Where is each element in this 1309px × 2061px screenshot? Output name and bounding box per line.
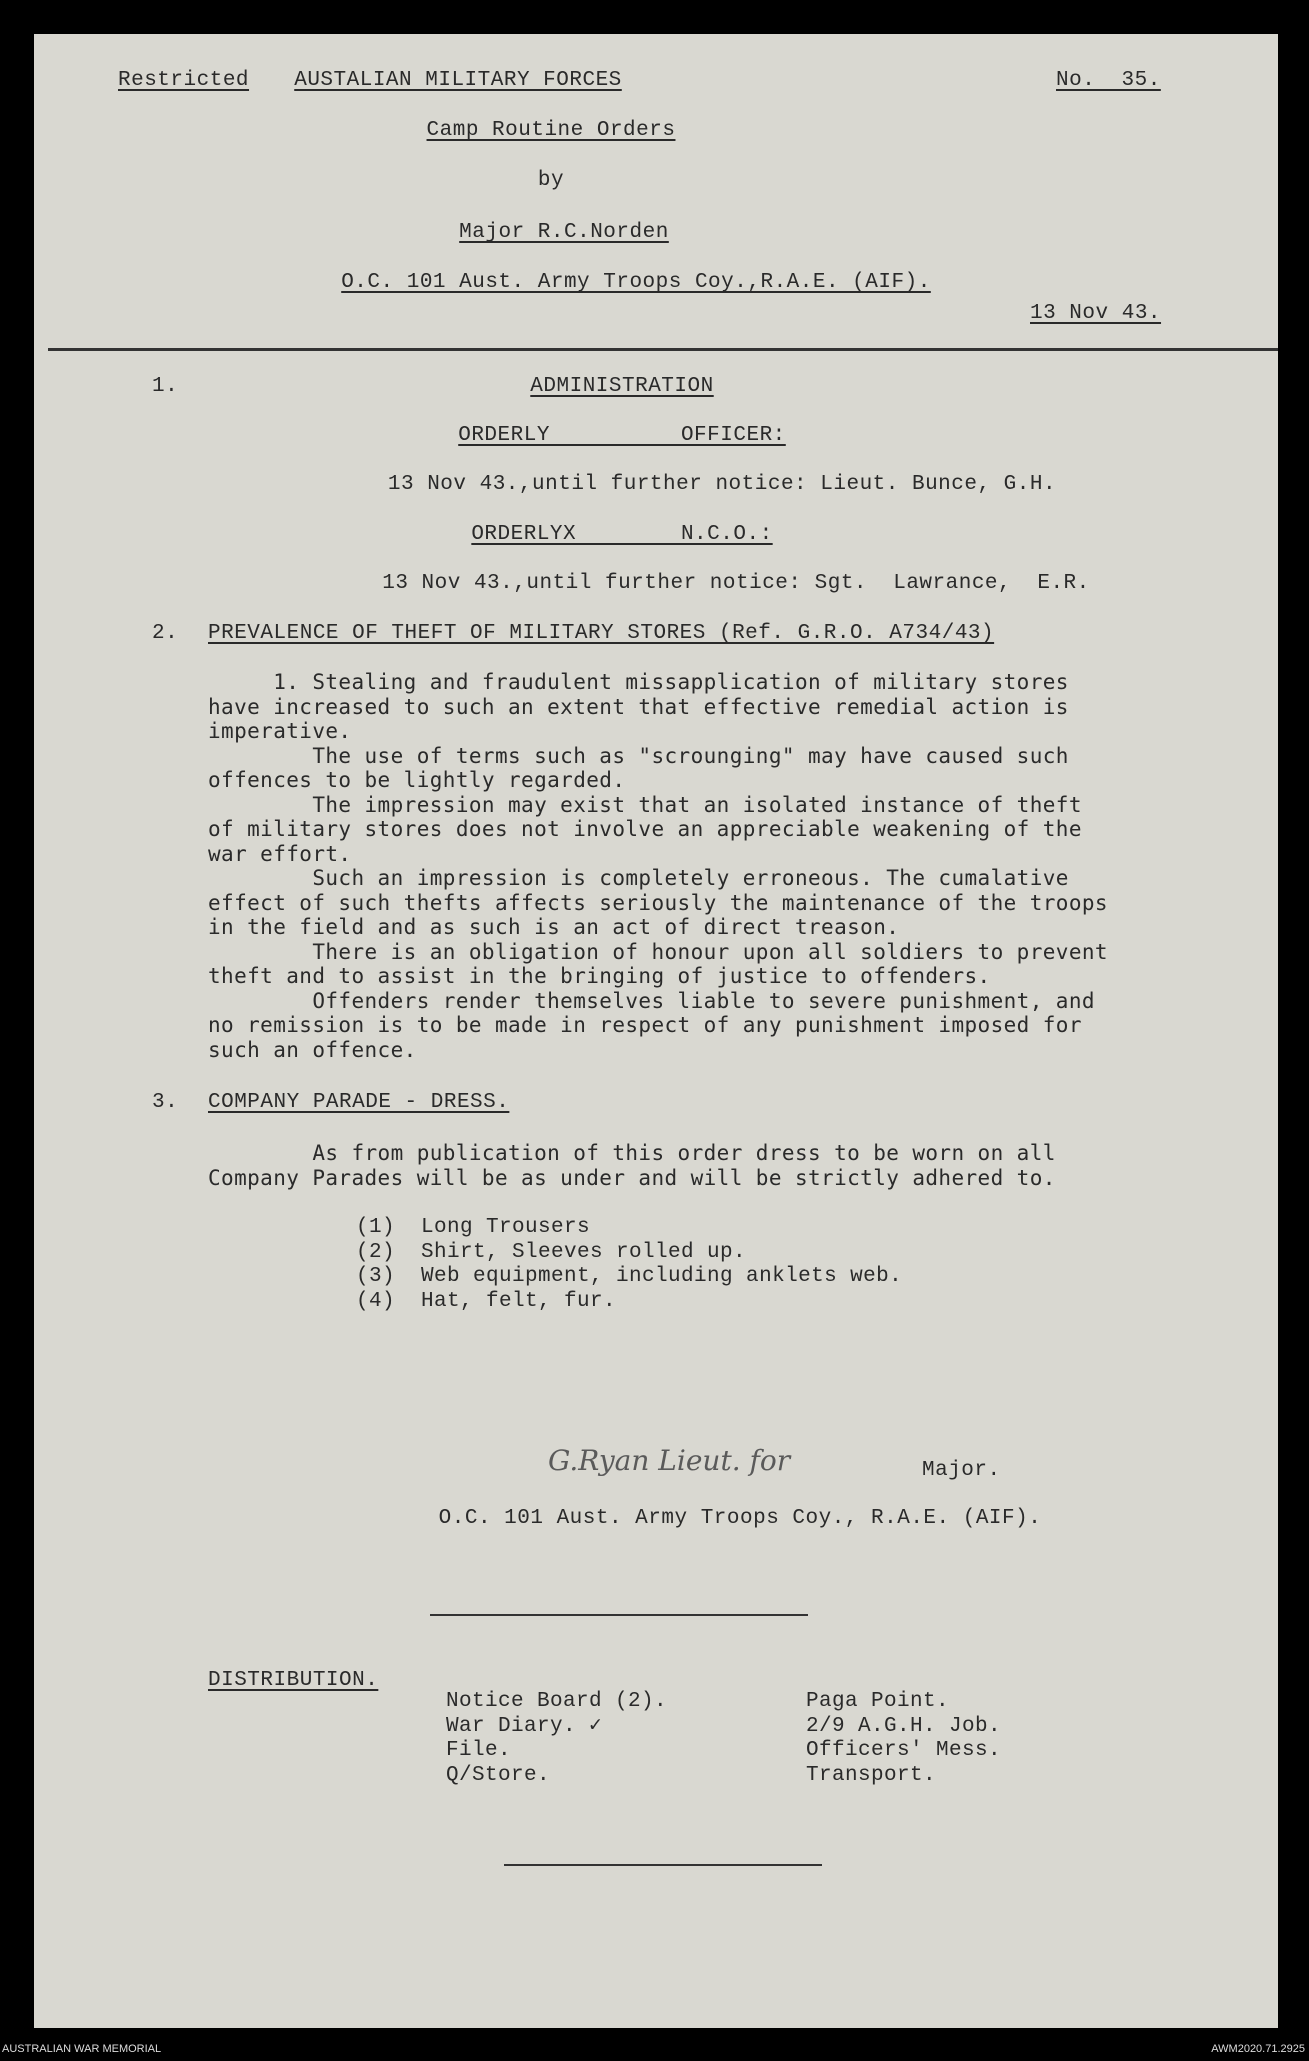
distribution-column-1 — [446, 1690, 667, 1788]
issuing-officer: Major R.C.Norden — [459, 221, 669, 244]
orderly-nco-heading: ORDERLYX N.C.O.: — [471, 523, 773, 546]
order-number: No. 35. — [1056, 69, 1161, 92]
document-page — [34, 34, 1278, 2028]
header-divider — [48, 348, 1278, 351]
list-item: (1) Long Trousers — [356, 1216, 591, 1239]
distribution-item: Officers' Mess. — [806, 1739, 1002, 1762]
organisation-title: AUSTALIAN MILITARY FORCES — [294, 69, 622, 92]
orderly-officer-text: 13 Nov 43.,until further notice: Lieut. Bunce, G.H. — [387, 473, 1057, 496]
section-3-intro: As from publication of this order dress to be worn on all Company Parades will be as under and will be strictly adhered to. — [208, 1141, 1056, 1190]
distribution-column-2 — [806, 1690, 1001, 1788]
distribution-item: 2/9 A.G.H. Job. — [806, 1714, 1002, 1738]
list-item: (2) Shirt, Sleeves rolled up. — [356, 1240, 747, 1264]
orderly-nco-text: 13 Nov 43.,until further notice: Sgt. Lawrance, E.R. — [382, 572, 1090, 595]
section-2-body: 1. Stealing and fraudulent missapplication of military stores have increased to such an extent that effective remedial action is imperative. The use of terms such as "scrounging" may have caused such offences to be lightly regarded. The impression may exist that an isolated instance of theft of military stores does not involve an appreciable weakening of the war effort. Such an impression is completely erroneous. The cumalative effect of such thefts affects seriously the maintenance of the troops in the field and as such is an act of direct treason. There is an obligation of honour upon all soldiers to prevent theft and to assist in the bringing of justice to offenders. Offenders render themselves liable to severe punishment, and no remission is to be made in respect of any punishment imposed for such an offence. — [208, 670, 1108, 1062]
title-by: by — [537, 169, 565, 192]
document-title: Camp Routine Orders — [426, 119, 676, 142]
section-1-heading: ADMINISTRATION — [530, 375, 714, 398]
issuing-unit: O.C. 101 Aust. Army Troops Coy.,R.A.E. (AIF). — [341, 271, 931, 294]
classification-label: Restricted — [118, 69, 250, 92]
dress-list — [356, 1216, 902, 1314]
distribution-item: Q/Store. — [446, 1763, 551, 1787]
signature-divider — [430, 1614, 808, 1616]
distribution-item: Notice Board (2). — [446, 1690, 668, 1713]
distribution-item: File. — [446, 1739, 512, 1762]
signature-unit: O.C. 101 Aust. Army Troops Coy., R.A.E. (AIF). — [438, 1507, 1042, 1530]
distribution-item: Transport. — [806, 1763, 937, 1787]
archive-credit: AUSTRALIAN WAR MEMORIAL — [2, 2043, 162, 2055]
order-date: 13 Nov 43. — [1030, 302, 1162, 325]
orderly-officer-heading: ORDERLY OFFICER: — [458, 424, 786, 447]
section-2-number: 2. — [152, 622, 179, 645]
distribution-heading: DISTRIBUTION. — [208, 1669, 379, 1692]
bottom-divider — [504, 1864, 822, 1866]
distribution-item: War Diary. ✓ — [446, 1714, 603, 1738]
handwritten-signature: G.Ryan Lieut. for — [548, 1444, 791, 1477]
section-3-heading: COMPANY PARADE - DRESS. — [208, 1091, 510, 1114]
signature-rank: Major. — [922, 1459, 1001, 1482]
distribution-item: Paga Point. — [806, 1690, 950, 1713]
section-1-number: 1. — [152, 375, 179, 398]
section-3-number: 3. — [152, 1091, 179, 1114]
archive-reference: AWM2020.71.2925 — [1211, 2043, 1305, 2055]
section-2-heading: PREVALENCE OF THEFT OF MILITARY STORES (Ref. G.R.O. A734/43) — [208, 622, 995, 645]
list-item: (4) Hat, felt, fur. — [356, 1289, 617, 1313]
list-item: (3) Web equipment, including anklets web. — [356, 1265, 903, 1288]
